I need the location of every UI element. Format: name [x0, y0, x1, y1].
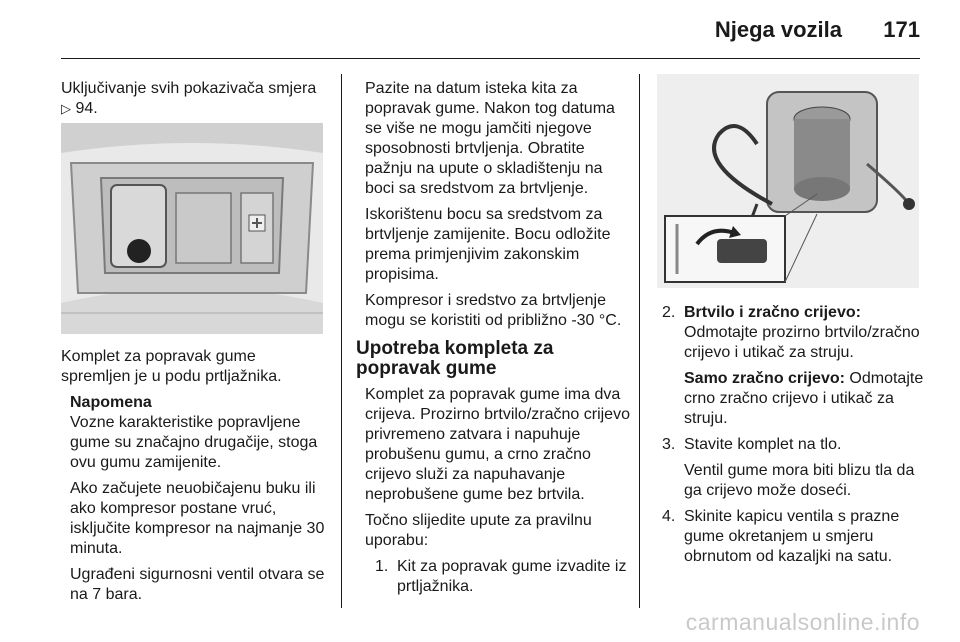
column-1-text: [61, 347, 329, 611]
step-3: [662, 435, 926, 455]
header-rule: [61, 58, 920, 59]
note-paragraph-3: Ugrađeni sigurnosni ventil otvara se na 7 bara.: [70, 566, 325, 603]
step-2b: [662, 369, 926, 429]
paragraph-expiry: Pazite na datum isteka kita za popravak gume. Nakon tog datuma se više ne mogu jamčiti njegove sposobnosti brtvljenja. Obratite pažnju na upute o skladištenju na boci sa sredstvom za brtvljenje.: [365, 80, 615, 197]
watermark: carmanualsonline.info: [685, 609, 920, 635]
header-title: Njega vozila: [714, 17, 842, 42]
step-2b-text: Odmotajte crno zračno crijevo i utikač za struju.: [684, 370, 924, 427]
column-2: [356, 79, 632, 603]
step-1: [375, 557, 632, 597]
step-2: [662, 303, 926, 363]
note-paragraph-1: Vozne karakteristike popravljene gume su značajno drugačije, stoga ovu gumu zamijenite.: [70, 414, 318, 471]
section-heading: Upotreba kompleta za popravak gume: [356, 338, 554, 379]
column-divider-2: [639, 74, 640, 608]
reference-arrow-icon: ▷: [61, 101, 71, 116]
step-2-label: Brtvilo i zračno crijevo:: [684, 304, 861, 321]
page-number: 171: [883, 17, 920, 42]
paragraph-hoses: Komplet za popravak gume ima dva crijeva. Prozirno brtvilo/zračno crijevo privremeno zatvara i napuhuje probušenu gumu, a crno zračno crijevo služi za napuhavanje neprobušene gume bez brtvila.: [365, 386, 630, 503]
paragraph-temperature: Kompresor i sredstvo za brtvljenje mogu se koristiti od približno -30 °C.: [365, 292, 622, 329]
step-3b-text: Ventil gume mora biti blizu tla da ga crijevo može doseći.: [684, 462, 915, 499]
step-3-text: Stavite komplet na tlo.: [684, 436, 842, 453]
step-2b-label: Samo zračno crijevo:: [684, 370, 845, 387]
paragraph-disposal: Iskorištenu bocu sa sredstvom za brtvljenje zamijenite. Bocu odložite prema primjenjivim zakonskim propisima.: [365, 206, 611, 283]
step-4-text: Skinite kapicu ventila s prazne gume okretanjem u smjeru obrnutom od kazaljki na satu.: [684, 508, 900, 565]
step-4: [662, 507, 926, 567]
note-block: [61, 393, 329, 605]
step-2-number: 2.: [662, 304, 676, 321]
column-1: [61, 79, 329, 119]
trunk-floor-figure: [61, 123, 323, 334]
step-3b: [662, 461, 926, 501]
compressor-figure: [657, 74, 919, 288]
figure-caption: Komplet za popravak gume spremljen je u podu prtljažnika.: [61, 348, 282, 385]
paragraph-instructions: Točno slijedite upute za pravilnu uporabu:: [365, 512, 592, 549]
intro-line: Uključivanje svih pokazivača smjera: [61, 80, 317, 97]
step-1-number: 1.: [375, 558, 389, 575]
step-3-number: 3.: [662, 436, 676, 453]
intro-reference: [61, 99, 329, 119]
step-4-number: 4.: [662, 508, 676, 525]
note-title: Napomena: [70, 394, 152, 411]
column-divider-1: [341, 74, 342, 608]
column-3: [662, 303, 926, 573]
note-paragraph-2: Ako začujete neuobičajenu buku ili ako kompresor postane vruć, isključite kompresor na najmanje 30 minuta.: [70, 480, 325, 557]
step-1-text: Kit za popravak gume izvadite iz prtljažnika.: [397, 558, 627, 595]
reference-page[interactable]: 94.: [75, 100, 98, 117]
step-2-text: Odmotajte prozirno brtvilo/zračno crijevo i utikač za struju.: [684, 324, 920, 361]
